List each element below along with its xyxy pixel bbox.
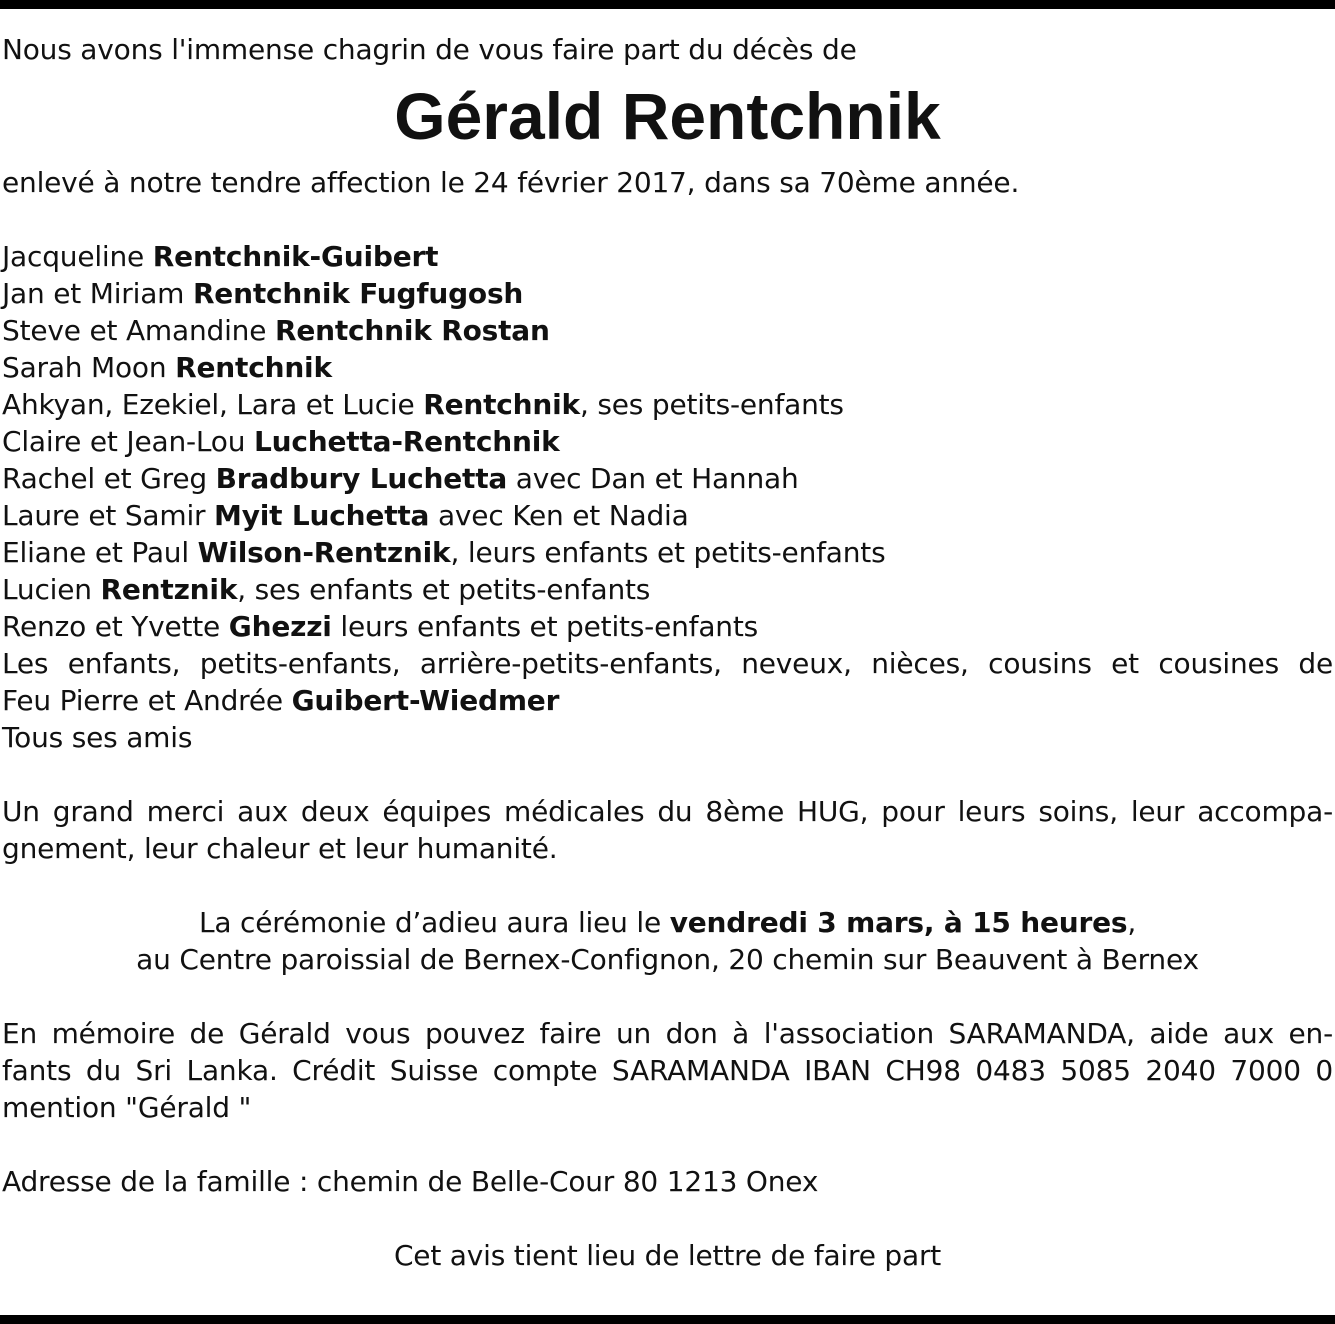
family-list <box>2 238 1333 756</box>
family-member-line <box>2 497 1333 534</box>
family-given-names: Jacqueline <box>2 240 153 273</box>
family-surname: Rentchnik Fugfugosh <box>192 277 524 310</box>
bottom-rule <box>0 1315 1335 1324</box>
family-surname: Myit Luchetta <box>214 499 430 532</box>
family-member-line <box>2 608 1333 645</box>
ceremony-place: au Centre paroissial de Bernex-Confignon, 20 chemin sur Beauvent à Bernex <box>136 943 1199 976</box>
obituary-notice <box>2 31 1333 1274</box>
top-rule <box>0 0 1335 9</box>
family-member-line <box>2 682 1333 719</box>
family-member-line <box>2 312 1333 349</box>
family-given-names: Rachel et Greg <box>2 462 216 495</box>
family-given-names: Sarah Moon <box>2 351 176 384</box>
spacer <box>2 756 1333 793</box>
family-suffix: , ses enfants et petits-enfants <box>237 573 651 606</box>
family-member-line <box>2 423 1333 460</box>
family-given-names: Renzo et Yvette <box>2 610 229 643</box>
family-member-line <box>2 460 1333 497</box>
thanks-line: Un grand merci aux deux équipes médicales du 8ème HUG, pour leurs soins, leur accompa- <box>2 795 1333 828</box>
spacer <box>2 1200 1333 1237</box>
family-given-names: Lucien <box>2 573 101 606</box>
family-member-line <box>2 534 1333 571</box>
family-given-names: Claire et Jean-Lou <box>2 425 254 458</box>
family-surname: Rentchnik-Guibert <box>152 240 439 273</box>
family-surname: Rentchnik <box>175 351 332 384</box>
family-suffix: avec Ken et Nadia <box>429 499 689 532</box>
family-given-names: Feu Pierre et Andrée <box>2 684 292 717</box>
closing-note: Cet avis tient lieu de lettre de faire part <box>393 1239 942 1272</box>
intro-text: Nous avons l'immense chagrin de vous faire part du décès de <box>2 33 857 66</box>
deceased-name: Gérald Rentchnik <box>394 79 941 153</box>
death-date-line: enlevé à notre tendre affection le 24 février 2017, dans sa 70ème année. <box>2 166 1020 199</box>
family-address: Adresse de la famille : chemin de Belle-Cour 80 1213 Onex <box>2 1165 819 1198</box>
spacer <box>2 1126 1333 1163</box>
ceremony-intro: La cérémonie d’adieu aura lieu le <box>198 906 670 939</box>
family-given-names: Eliane et Paul <box>2 536 198 569</box>
thanks-line: gnement, leur chaleur et leur humanité. <box>2 832 558 865</box>
friends-line: Tous ses amis <box>2 721 193 754</box>
ceremony-punctuation: , <box>1127 906 1137 939</box>
family-member-line <box>2 386 1333 423</box>
family-surname: Bradbury Luchetta <box>215 462 508 495</box>
family-surname: Rentznik <box>100 573 238 606</box>
donation-line: fants du Sri Lanka. Crédit Suisse compte SARAMANDA IBAN CH98 0483 5085 2040 7000 0 <box>2 1054 1333 1087</box>
spacer <box>2 201 1333 238</box>
family-suffix: , leurs enfants et petits-enfants <box>450 536 886 569</box>
family-surname: Rentchnik <box>423 388 580 421</box>
family-member-line <box>2 275 1333 312</box>
family-given-names: Steve et Amandine <box>2 314 275 347</box>
family-given-names: Ahkyan, Ezekiel, Lara et Lucie <box>2 388 424 421</box>
family-given-names: Laure et Samir <box>2 499 215 532</box>
donation-line: En mémoire de Gérald vous pouvez faire un don à l'association SARAMANDA, aide aux en- <box>2 1017 1333 1050</box>
family-surname: Ghezzi <box>228 610 332 643</box>
family-suffix: avec Dan et Hannah <box>507 462 799 495</box>
family-member-line <box>2 238 1333 275</box>
family-suffix: leurs enfants et petits-enfants <box>331 610 758 643</box>
family-member-line <box>2 571 1333 608</box>
family-given-names: Jan et Miriam <box>2 277 193 310</box>
spacer <box>2 867 1333 904</box>
family-surname: Luchetta-Rentchnik <box>253 425 560 458</box>
family-suffix: , ses petits-enfants <box>579 388 844 421</box>
ceremony-line <box>2 904 1333 941</box>
ceremony-datetime: vendredi 3 mars, à 15 heures <box>669 906 1128 939</box>
family-member-line <box>2 349 1333 386</box>
cousins-line: Les enfants, petits-enfants, arrière-petits-enfants, neveux, nièces, cousins et cousines de <box>2 647 1333 680</box>
donation-line: mention "Gérald " <box>2 1091 252 1124</box>
spacer <box>2 978 1333 1015</box>
family-surname: Guibert-Wiedmer <box>291 684 560 717</box>
family-surname: Wilson-Rentznik <box>197 536 451 569</box>
family-surname: Rentchnik Rostan <box>274 314 550 347</box>
